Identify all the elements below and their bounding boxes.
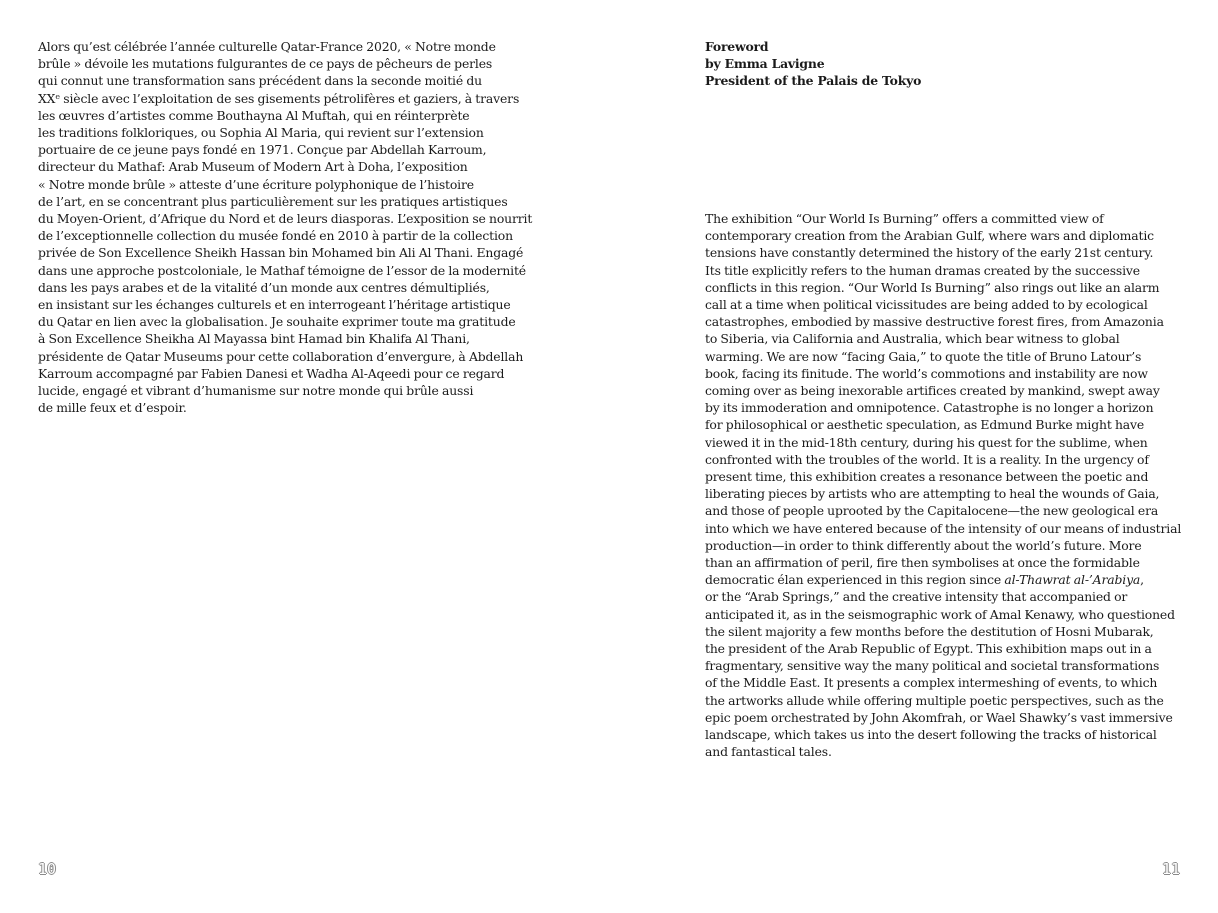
french-introduction-text	[38, 38, 533, 416]
text-line: Karroum accompagné par Fabien Danesi et Wadha Al-Aqeedi pour ce regard	[38, 365, 505, 381]
text-line: de l’art, en se concentrant plus particulièrement sur les pratiques artistiques	[38, 193, 508, 209]
text-line: lucide, engagé et vibrant d’humanisme sur notre monde qui brûle aussi	[38, 383, 474, 399]
text-line: les traditions folkloriques, ou Sophia Al Maria, qui revient sur l’extension	[38, 125, 484, 141]
text-line: the silent majority a few months before the destitution of Hosni Mubarak,	[705, 623, 1154, 639]
foreword-heading	[705, 38, 1165, 90]
text-line: than an affirmation of peril, fire then symbolises at once the formidable	[705, 555, 1140, 571]
text-line: epic poem orchestrated by John Akomfrah, or Wael Shawky’s vast immersive	[705, 709, 1173, 725]
text-line: XXᵉ siècle avec l’exploitation de ses gisements pétrolifères et gaziers, à travers	[38, 90, 520, 106]
text-line: into which we have entered because of the intensity of our means of industrial	[705, 520, 1182, 536]
foreword-author-role: President of the Palais de Tokyo	[705, 73, 922, 89]
text-line: warming. We are now “facing Gaia,” to quote the title of Bruno Latour’s	[705, 348, 1142, 364]
text-line: production—in order to think differently about the world’s future. More	[705, 537, 1142, 553]
text-line: book, facing its finitude. The world’s commotions and instability are now	[705, 365, 1148, 381]
text-line: the artworks allude while offering multiple poetic perspectives, such as the	[705, 692, 1164, 708]
text-line: for philosophical or aesthetic speculation, as Edmund Burke might have	[705, 417, 1145, 433]
text-line: contemporary creation from the Arabian Gulf, where wars and diplomatic	[705, 228, 1154, 244]
text-line: en insistant sur les échanges culturels et en interrogeant l’héritage artistique	[38, 297, 511, 313]
text-line: confronted with the troubles of the world. It is a reality. In the urgency of	[705, 451, 1149, 467]
text-line: les œuvres d’artistes comme Bouthayna Al Muftah, qui en réinterprète	[38, 107, 470, 123]
text-line: qui connut une transformation sans précédent dans la seconde moitié du	[38, 73, 482, 89]
text-line: The exhibition “Our World Is Burning” offers a committed view of	[705, 211, 1104, 226]
text-line: and those of people uprooted by the Capitalocene—the new geological era	[705, 503, 1159, 519]
text-line: à Son Excellence Sheikha Al Mayassa bint Hamad bin Khalifa Al Thani,	[38, 331, 470, 347]
text-line: de l’exceptionnelle collection du musée fondé en 2010 à partir de la collection	[38, 228, 513, 244]
english-foreword-text	[705, 210, 1195, 761]
text-line: viewed it in the mid-18th century, during his quest for the sublime, when	[705, 434, 1148, 450]
text-line: tensions have constantly determined the history of the early 21st century.	[705, 245, 1154, 261]
text-line: landscape, which takes us into the desert following the tracks of historical	[705, 727, 1157, 743]
text-line: dans les pays arabes et de la vitalité d’un monde aux centres démultipliés,	[38, 279, 490, 295]
text-line: of the Middle East. It presents a complex intermeshing of events, to which	[705, 675, 1158, 691]
text-line: call at a time when political vicissitudes are being added to by ecological	[705, 297, 1148, 313]
text-line: Alors qu’est célébrée l’année culturelle Qatar-France 2020, « Notre monde	[38, 39, 496, 54]
text-line: directeur du Mathaf: Arab Museum of Modern Art à Doha, l’exposition	[38, 159, 468, 175]
text-line: present time, this exhibition creates a resonance between the poetic and	[705, 469, 1149, 485]
text-line: fragmentary, sensitive way the many political and societal transformations	[705, 658, 1160, 674]
text-line: anticipated it, as in the seismographic work of Amal Kenawy, who questioned	[705, 606, 1175, 622]
foreword-byline: by Emma Lavigne	[705, 56, 825, 72]
right-page	[609, 0, 1218, 913]
foreword-title: Foreword	[705, 39, 769, 54]
text-line: coming over as being inexorable artifices created by mankind, swept away	[705, 383, 1160, 399]
text-line: catastrophes, embodied by massive destructive forest fires, from Amazonia	[705, 314, 1164, 330]
text-line: dans une approche postcoloniale, le Mathaf témoigne de l’essor de la modernité	[38, 262, 526, 278]
text-line: du Moyen-Orient, d’Afrique du Nord et de leurs diasporas. L’exposition se nourrit	[38, 211, 533, 227]
text-line: présidente de Qatar Museums pour cette collaboration d’envergure, à Abdellah	[38, 348, 524, 364]
text-line: democratic élan experienced in this region since al-Thawrat al-’Arabiya,	[705, 572, 1144, 588]
text-line: de mille feux et d’espoir.	[38, 400, 187, 416]
text-line: conflicts in this region. “Our World Is Burning” also rings out like an alarm	[705, 279, 1160, 295]
text-line: by its immoderation and omnipotence. Catastrophe is no longer a horizon	[705, 400, 1154, 416]
text-line: du Qatar en lien avec la globalisation. Je souhaite exprimer toute ma gratitude	[38, 314, 516, 330]
text-line: the president of the Arab Republic of Egypt. This exhibition maps out in a	[705, 641, 1152, 657]
text-line: « Notre monde brûle » atteste d’une écriture polyphonique de l’histoire	[38, 176, 474, 192]
text-line: brûle » dévoile les mutations fulgurantes de ce pays de pêcheurs de perles	[38, 56, 493, 72]
text-line: to Siberia, via California and Australia, which bear witness to global	[705, 331, 1120, 347]
text-line: liberating pieces by artists who are attempting to heal the wounds of Gaia,	[705, 486, 1160, 502]
text-line: portuaire de ce jeune pays fondé en 1971. Conçue par Abdellah Karroum,	[38, 142, 487, 158]
text-line: privée de Son Excellence Sheikh Hassan bin Mohamed bin Ali Al Thani. Engagé	[38, 245, 524, 261]
text-line: or the “Arab Springs,” and the creative intensity that accompanied or	[705, 589, 1128, 605]
page-number: 11	[1161, 860, 1180, 878]
text-line: Its title explicitly refers to the human dramas created by the successive	[705, 262, 1140, 278]
page-number: 10	[38, 860, 57, 878]
text-line: and fantastical tales.	[705, 744, 832, 760]
